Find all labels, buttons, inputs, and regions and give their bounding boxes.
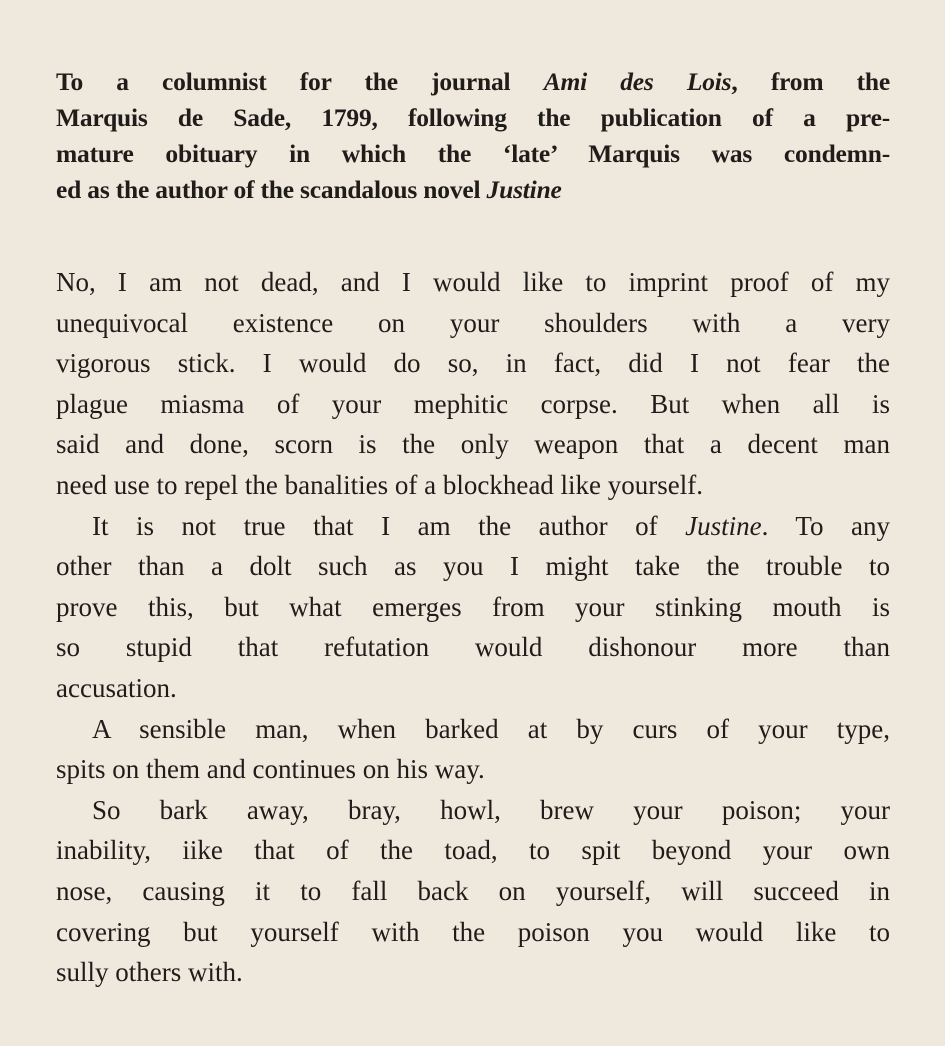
letter-heading: [56, 64, 890, 208]
body-line: It is not true that I am the author of Justine. To any: [92, 510, 890, 541]
body-line: prove this, but what emerges from your stinking mouth is: [56, 591, 890, 622]
body-line: inability, iike that of the toad, to spit beyond your own: [56, 835, 890, 866]
body-line: said and done, scorn is the only weapon that a decent man: [56, 429, 890, 460]
heading-line: mature obituary in which the ‘late’ Marquis was condemn-: [56, 139, 890, 168]
body-line: accusation.: [56, 672, 177, 703]
novel-title: Justine: [486, 175, 562, 204]
body-line: sully others with.: [56, 957, 243, 988]
body-line: covering but yourself with the poison you would like to: [56, 916, 890, 947]
body-line: No, I am not dead, and I would like to imprint proof of my: [56, 267, 890, 297]
journal-title: Ami des Lois: [543, 67, 732, 96]
heading-line: ed as the author of the scandalous novel Justine: [56, 175, 562, 204]
heading-line: Marquis de Sade, 1799, following the publication of a pre-: [56, 103, 890, 132]
body-line: plague miasma of your mephitic corpse. But when all is: [56, 388, 890, 419]
letter-body: [56, 262, 890, 993]
body-line: spits on them and continues on his way.: [56, 754, 485, 785]
body-line: nose, causing it to fall back on yourself, will succeed in: [56, 875, 890, 906]
body-line: unequivocal existence on your shoulders with a very: [56, 307, 890, 338]
body-line: vigorous stick. I would do so, in fact, did I not fear the: [56, 348, 890, 379]
body-line: A sensible man, when barked at by curs of your type,: [92, 713, 890, 744]
body-line: so stupid that refutation would dishonour more than: [56, 632, 890, 663]
body-line: other than a dolt such as you I might take the trouble to: [56, 551, 890, 582]
heading-line: To a columnist for the journal Ami des Lois, from the: [56, 67, 890, 96]
body-line: So bark away, bray, howl, brew your poison; your: [92, 794, 890, 825]
novel-title: Justine: [685, 510, 762, 541]
body-line: need use to repel the banalities of a blockhead like yourself.: [56, 469, 704, 500]
